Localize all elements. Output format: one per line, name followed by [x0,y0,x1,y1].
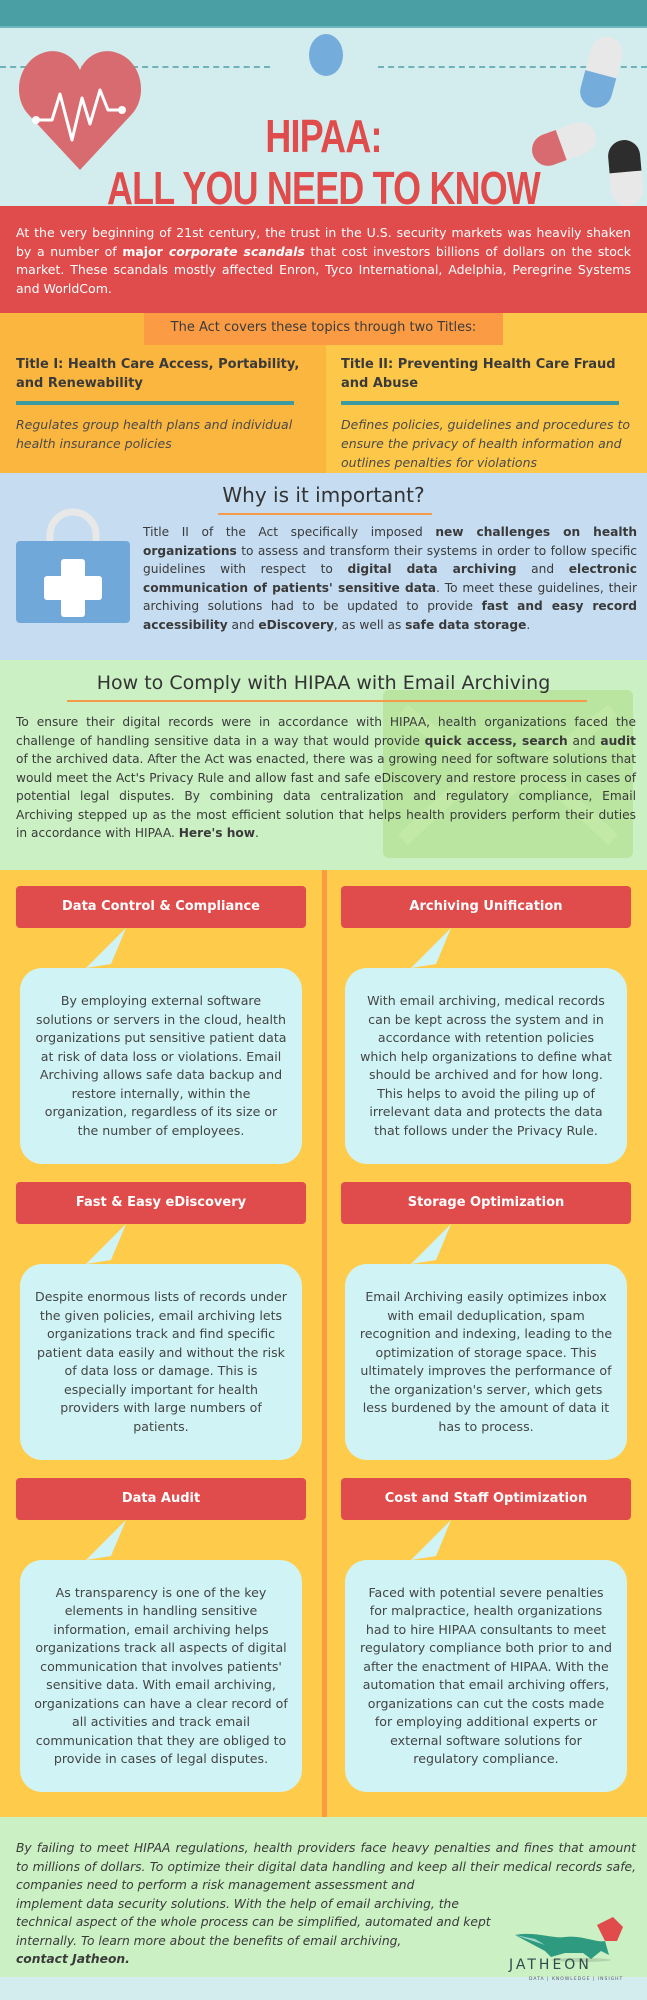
intro-text: At the very beginning of 21st century, the trust in the U.S. security markets was heavily shaken by a number of [16,225,631,259]
bold-text: eDiscovery [258,617,334,632]
bold-text: quick access, search [424,733,568,748]
page-title [71,110,576,214]
body-text: and [516,562,569,576]
title-line-1: HIPAA: [265,110,382,162]
card-storage-optimization [341,1182,631,1434]
card-body: Email Archiving easily optimizes inbox with email deduplication, spam recognition and indexing, leading to the optimization of storage space. This ultimately improves the performance of the organization's server, which gets less burdened by the amount of data it has to process. [345,1264,627,1460]
body-text: To ensure their digital records were in accordance with HIPAA, health organizations faced the challenge of handling sensitive data in a way that would provide [16,715,636,748]
card-title: Fast & Easy eDiscovery [16,1182,306,1224]
intro-text: that cost investors billions of dollars on the stock market. These scandals mostly affected Enron, Tyco International, Adelphia, Peregrine Systems and WorldCom. [16,243,631,296]
card-title: Archiving Unification [341,886,631,928]
first-aid-kit-icon [14,511,132,623]
bold-text: electronic communication of patients' sensitive data [143,562,637,595]
speech-tail [66,1224,146,1264]
title-underline [16,401,294,405]
bold-text: audit [600,733,636,748]
bold-text: new challenges on health organizations [143,525,637,558]
title-heading: Title I: Health Care Access, Portability, and Renewability [16,357,300,391]
title-description: Regulates group health plans and individual health insurance policies [16,417,293,451]
act-banner: The Act covers these topics through two Titles: [144,313,503,345]
body-text: and [567,733,601,748]
body-text: to assess and transform their systems in order to follow specific guidelines with respect to [143,543,637,576]
intro-section [0,206,647,313]
why-body [143,523,637,634]
section-heading: Why is it important? [222,483,425,507]
body-text: , as well as [333,617,406,632]
title-underline [341,401,619,405]
card-data-control [16,886,306,1138]
card-data-audit [16,1478,306,1766]
logo-tagline: DATA | KNOWLEDGE | INSIGHT [529,1977,624,1982]
card-cost-staff-optimization [341,1478,631,1766]
column-divider [322,870,327,1817]
body-text: Title II of the Act specifically imposed [143,525,436,539]
top-bar [0,0,647,28]
speech-tail [391,1520,471,1560]
intro-bold-italic: corporate scandals [168,243,305,259]
card-body: Despite enormous lists of records under the given policies, email archiving lets organizations track and find specific patient data easily and without the risk of data loss or damage. This is especially important for health providers with large numbers of patients. [20,1264,302,1460]
bold-text: fast and easy record accessibility [143,599,637,632]
blue-dot-icon [309,34,343,76]
card-body: As transparency is one of the key elements in handling sensitive information, email archiving helps organizations track all aspects of digital communication that involves patients' sensitive data. With email archiving, organizations can have a clear record of all activities and track email communication that they are obliged to provide in cases of legal disputes. [20,1560,302,1792]
section-heading: How to Comply with HIPAA with Email Archiving [96,672,551,694]
speech-tail [391,1224,471,1264]
title-description: Defines policies, guidelines and procedures to ensure the privacy of health information and outlines penalties for violations [341,417,631,470]
speech-tail [66,1520,146,1560]
title-line-2: ALL YOU NEED TO KNOW [107,162,540,214]
footer-section [0,1817,647,1982]
card-body: With email archiving, medical records can be kept across the system and in accordance with retention policies which help organizations to define what should be archived and for how long. This helps to avoid the piling up of irrelevant data and protects the data that follows under the Privacy Rule. [345,968,627,1164]
title-ii [341,355,631,472]
body-text: . To meet these guidelines, their archiving solutions had to be updated to provide [143,580,637,613]
card-archiving-unification [341,886,631,1138]
how-body [16,713,636,843]
logo-name: JATHEON [509,1957,592,1973]
bold-text: Here's how [178,826,255,840]
fox-logo-icon [505,1917,640,1962]
bold-text: digital data archiving [347,562,517,576]
speech-tail [66,928,146,968]
card-title: Cost and Staff Optimization [341,1478,631,1520]
footer-text-full: By failing to meet HIPAA regulations, health providers face heavy penalties and fines that amount to millions of dollars. To optimize their digital data handling and keep all their medical records safe, companies need to perform a risk management assessment and [16,1841,636,1892]
title-heading: Title II: Preventing Health Care Fraud and Abuse [341,357,616,391]
why-important-section [0,473,647,660]
contact-jatheon-link[interactable]: contact Jatheon. [16,1952,130,1966]
body-text: . [255,826,259,840]
body-text: of the archived data. After the Act was enacted, there was a growing need for software solutions that would meet the Act's Privacy Rule and allow fast and safe eDiscovery and restore process in cases of potential legal disputes. By combining data centralization and regulatory compliance, Email Archiving stepped up as the most efficient solution that helps health providers perform their duties in accordance with HIPAA. [16,752,636,840]
heading-underline [218,513,432,515]
jatheon-logo[interactable] [505,1917,640,1997]
hero-header [0,28,647,214]
body-text: and [227,617,259,632]
card-body: By employing external software solutions or servers in the cloud, health organizations put sensitive patient data at risk of data loss or violations. Email Archiving allows safe data backup and restore internally, within the organization, regardless of its size or the number of employees. [20,968,302,1164]
title-i [16,355,306,453]
footer-text-short: implement data security solutions. With the help of email archiving, the technical aspect of the whole process can be simplified, automated and kept internally. To learn more about the benefits of email archiving, [16,1896,491,1948]
heading-underline [67,700,587,702]
benefit-cards-section [0,870,647,1817]
intro-bold: major [122,243,169,259]
speech-tail [391,928,471,968]
body-text: . [526,617,531,632]
how-to-comply-section [0,660,647,870]
bold-text: safe data storage [405,617,527,632]
card-body: Faced with potential severe penalties for malpractice, health organizations had to hire HIPAA consultants to meet regulatory compliance both prior to and after the enactment of HIPAA. With the automation that email archiving offers, organizations can cut the costs made for employing additional experts or external software solutions for regulatory compliance. [345,1560,627,1792]
titles-section [0,313,647,473]
card-title: Storage Optimization [341,1182,631,1224]
card-title: Data Control & Compliance [16,886,306,928]
card-title: Data Audit [16,1478,306,1520]
card-fast-ediscovery [16,1182,306,1434]
